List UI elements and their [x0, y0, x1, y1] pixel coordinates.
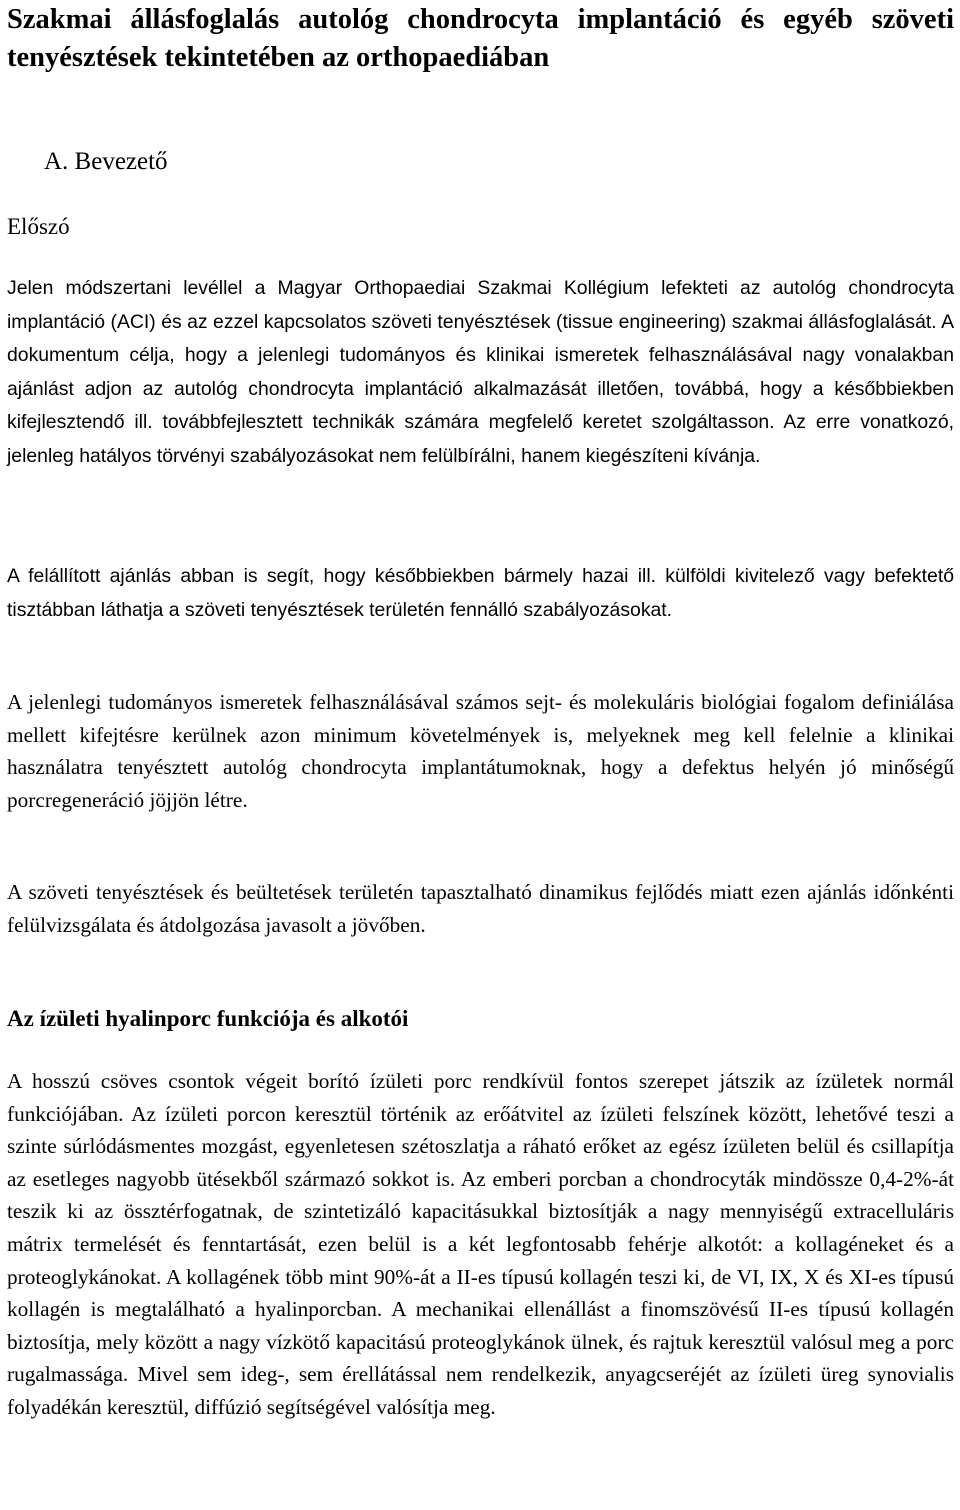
foreword-heading: Előszó: [7, 214, 70, 239]
paragraph-recommendation-text: A felállított ajánlás abban is segít, hogy későbbiekben bármely hazai ill. külföldi kivitelező vagy befektető tisztábban láthatja a szöveti tenyésztések területén fennálló szabályozásokat.: [7, 565, 954, 621]
intro-sentence-1: Jelen módszertani levéllel a Magyar Orthopaediai Szakmai Kollégium lefekteti az autológ chondrocyta implantáció (ACI) és az ezzel kapcsolatos szöveti tenyésztések (tissue engineering) szakmai állásfoglalását.: [7, 277, 954, 333]
paragraph-revision: A szöveti tenyésztések és beültetések területén tapasztalható dinamikus fejlődés miatt ezen ajánlás időnkénti felülvizsgálata és átdolgozása javasolt a jövőben.: [7, 880, 954, 937]
intro-paragraph: [7, 271, 954, 473]
section-2-heading: Az ízületi hyalinporc funkciója és alkotói: [7, 1006, 409, 1031]
document-page: [7, 0, 954, 1419]
intro-sentence-2: A dokumentum célja, hogy a jelenlegi tudományos és klinikai ismeretek felhasználásával nagy vonalakban ajánlást adjon az autológ chondrocyta implantáció alkalmazását illetően, továbbá, hogy a későbbiekben kifejlesztendő ill. továbbfejlesztett technikák számára megfelelő keretet szolgáltasson. Az erre vonatkozó, jelenleg hatályos törvényi szabályozásokat nem felülbírálni, hanem kiegészíteni kívánja.: [7, 310, 954, 467]
paragraph-cartilage: A hosszú csöves csontok végeit borító ízületi porc rendkívül fontos szerepet játszik az ízületek normál funkciójában. Az ízületi porcon keresztül történik az erőátvitel az ízületi felszínek között, lehetővé teszi a szinte súrlódásmentes mozgást, egyenletesen szétoszlatja a ráható erőket az egész ízületen belül és csillapítja az esetleges nagyobb ütésekből származó sokkot is. Az emberi porcban a chondrocyták mindössze 0,4-2%-át teszik ki az össztérfogatnak, de szintetizáló kapacitásukkal biztosítják a nagy mennyiségű extracelluláris mátrix termelését és fenntartását, ezen belül is a két legfontosabb fehérje alkotót: a kollagéneket és a proteoglykánokat. A kollagének több mint 90%-át a II-es típusú kollagén teszi ki, de VI, IX, X és XI-es típusú kollagén is megtalálható a hyalinporcban. A mechanikai ellenállást a finomszövésű II-es típusú kollagén biztosítja, mely között a nagy vízkötő kapacitású proteoglykánok ülnek, és rajtuk keresztül valósul meg a porc rugalmassága. Mivel sem ideg-, sem érellátással nem rendelkezik, anyagcseréjét az ízületi üreg synovialis folyadékán keresztül, diffúzió segítségével valósítja meg.: [7, 1069, 954, 1419]
paragraph-requirements: A jelenlegi tudományos ismeretek felhasználásával számos sejt- és molekuláris biológiai fogalom definiálása mellett kifejtésre kerülnek azon minimum követelmények is, melyeknek meg kell felelnie a klinikai használatra tenyésztett autológ chondrocyta implantátumoknak, hogy a defektus helyén jó minőségű porcregeneráció jöjjön létre.: [7, 690, 954, 812]
document-title: Szakmai állásfoglalás autológ chondrocyta implantáció és egyéb szöveti tenyésztések tekintetében az orthopaediában: [7, 4, 954, 73]
paragraph-recommendation: [7, 559, 954, 626]
section-a-heading: A. Bevezető: [44, 148, 168, 175]
